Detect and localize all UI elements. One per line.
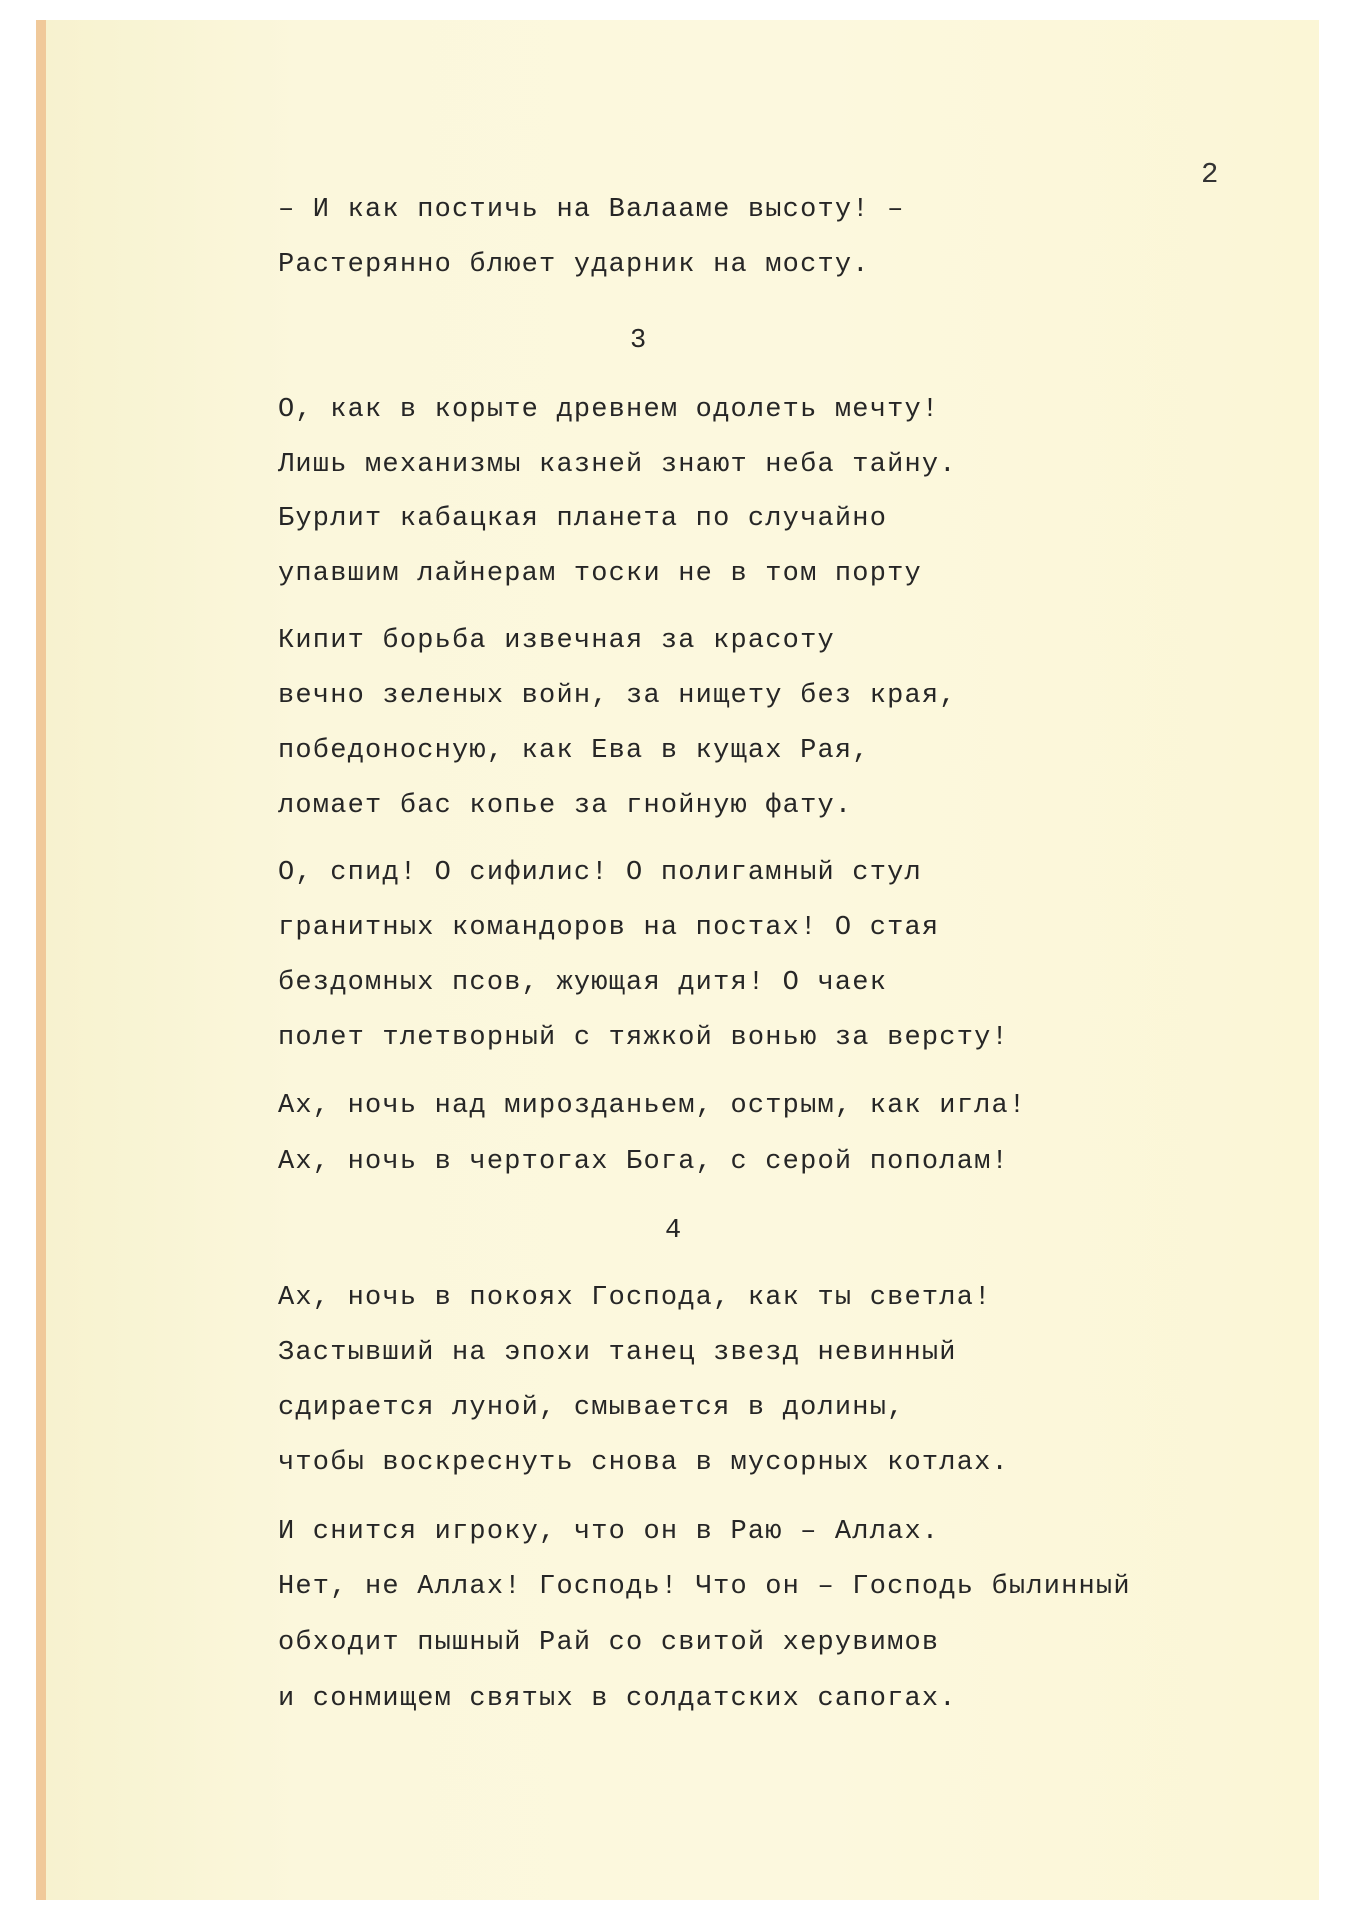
poem-line: Бурлит кабацкая планета по случайно [278, 504, 888, 534]
poem-line: чтобы воскреснуть снова в мусорных котлах. [278, 1448, 1009, 1478]
poem-line: и сонмищем святых в солдатских сапогах. [278, 1684, 957, 1714]
poem-line: Лишь механизмы казней знают неба тайну. [278, 450, 957, 480]
poem-line: Растерянно блюет ударник на мосту. [278, 250, 870, 280]
poem-line: вечно зеленых войн, за нищету без края, [278, 681, 957, 711]
typewritten-page [36, 20, 1319, 1900]
poem-line: Ах, ночь в покоях Господа, как ты светла! [278, 1283, 992, 1313]
poem-line: Ах, ночь над мирозданьем, острым, как игла! [278, 1091, 1027, 1121]
poem-line: И снится игроку, что он в Раю – Аллах. [278, 1517, 940, 1547]
page-number: 2 [1201, 158, 1219, 191]
poem-line: – И как постичь на Валааме высоту! – [278, 195, 905, 225]
poem-line: гранитных командоров на постах! О стая [278, 913, 940, 943]
poem-line: полет тлетворный с тяжкой вонью за версту! [278, 1023, 1009, 1053]
poem-line: ломает бас копье за гнойную фату. [278, 791, 853, 821]
poem-line: обходит пышный Рай со свитой херувимов [278, 1628, 940, 1658]
poem-line: бездомных псов, жующая дитя! О чаек [278, 968, 888, 998]
poem-line: Кипит борьба извечная за красоту [278, 626, 835, 656]
poem-line: Застывший на эпохи танец звезд невинный [278, 1338, 957, 1368]
stanza-number: 3 [630, 326, 647, 356]
poem-line: упавшим лайнерам тоски не в том порту [278, 559, 922, 589]
poem-line: Ах, ночь в чертогах Бога, с серой пополам! [278, 1147, 1009, 1177]
poem-line: сдирается луной, смывается в долины, [278, 1393, 905, 1423]
poem-line: Нет, не Аллах! Господь! Что он – Господь былинный [278, 1572, 1131, 1602]
poem-line: победоносную, как Ева в кущах Рая, [278, 736, 870, 766]
poem-line: О, спид! О сифилис! О полигамный стул [278, 858, 922, 888]
poem-line: О, как в корыте древнем одолеть мечту! [278, 395, 940, 425]
stanza-number: 4 [665, 1216, 682, 1246]
